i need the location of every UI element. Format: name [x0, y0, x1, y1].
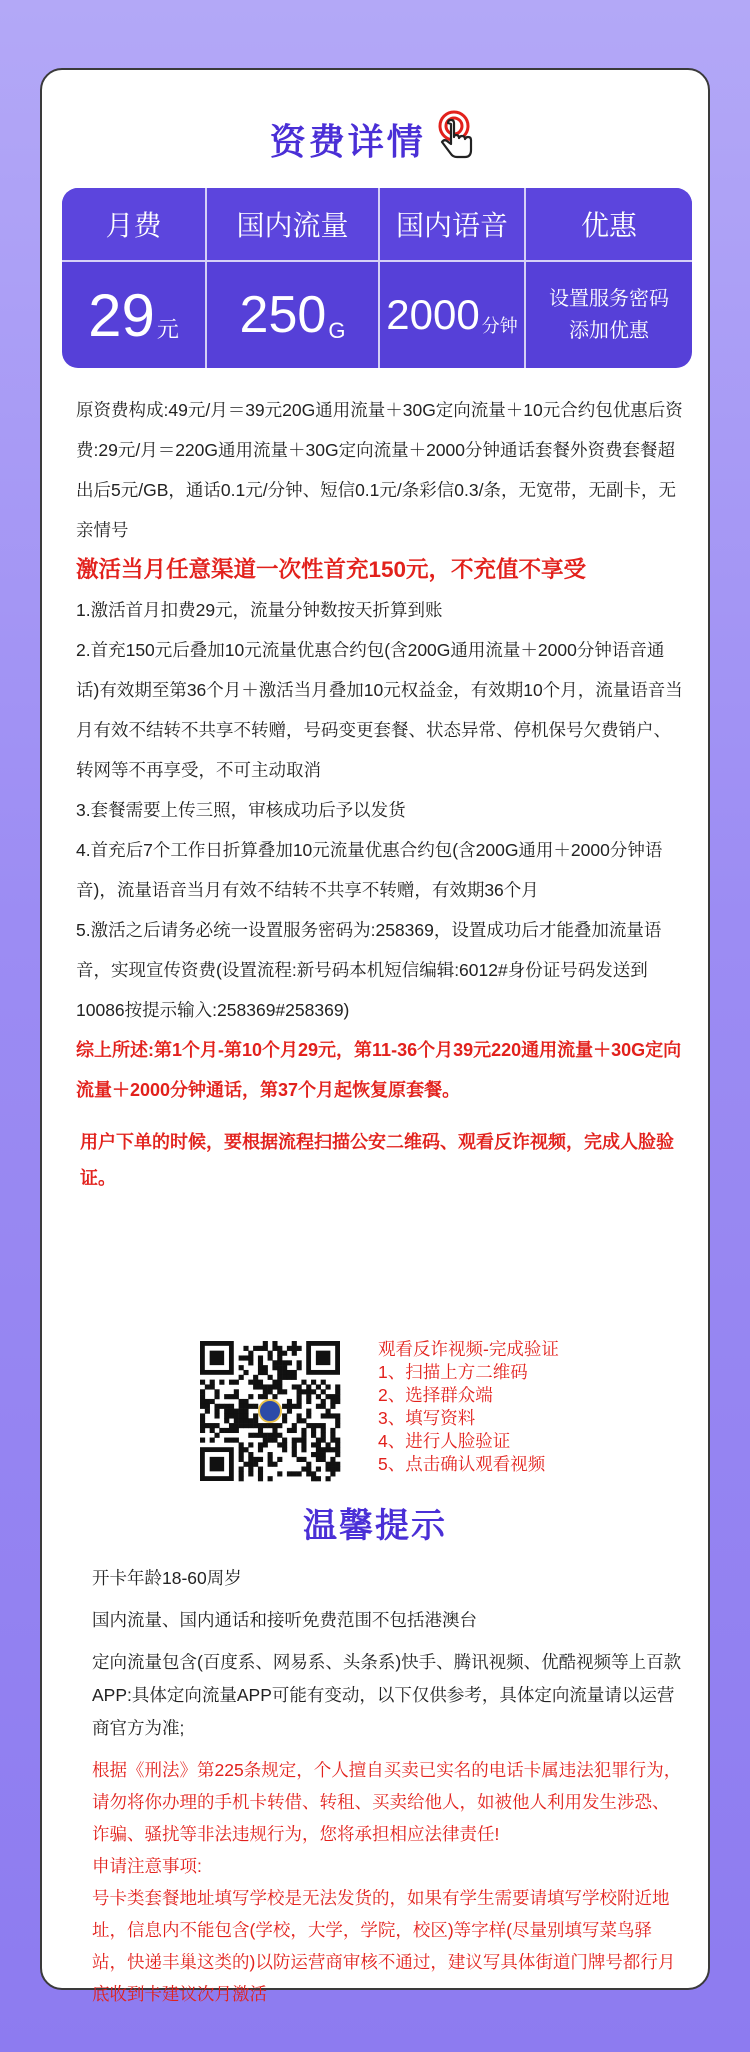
step-item: 5、点击确认观看视频: [378, 1454, 546, 1474]
voice-unit: 分钟: [481, 316, 518, 336]
verification-steps: [378, 1338, 638, 1476]
tip-coverage: 国内流量、国内通话和接听免费范围不包括港澳台: [92, 1610, 477, 1630]
qr-code[interactable]: [182, 1332, 358, 1490]
activation-notice: 激活当月任意渠道一次性首充150元，不充值不享受: [76, 557, 587, 582]
rule-2: 2.首充150元后叠加10元流量优惠合约包(含200G通用流量＋2000分钟语音通话)有效期至第36个月＋激活当月叠加10元权益金，有效期10个月，流量语音当月有效不结转不共享不转赠，号码变更套餐、状态异常、停机保号欠费销户、转网等不再享受，不可主动取消: [76, 640, 683, 780]
rule-4: 4.首充后7个工作日折算叠加10元流量优惠合约包(含200G通用＋2000分钟语音)，流量语音当月有效不结转不共享不转赠，有效期36个月: [76, 840, 663, 900]
tip-notes-title: 申请注意事项:: [92, 1856, 202, 1876]
step-item: 3、填写资料: [378, 1408, 476, 1428]
header-monthly-fee: 月费: [62, 188, 207, 262]
promo-cell: [526, 262, 692, 368]
verification-area: [182, 1332, 642, 1492]
monthly-fee-cell: [62, 262, 207, 368]
data-value: 250: [239, 286, 327, 344]
tips-title: 温馨提示: [303, 1507, 447, 1545]
header-domestic-voice: 国内语音: [380, 188, 526, 262]
step-item: 1、扫描上方二维码: [378, 1362, 528, 1382]
title-row: [42, 110, 708, 170]
tips-section: [92, 1562, 682, 2010]
page-title: 资费详情: [269, 121, 426, 162]
tip-legal: 根据《刑法》第225条规定，个人擅自买卖已实名的电话卡属违法犯罪行为，请勿将你办理的手机卡转借、转租、买卖给他人，如被他人利用发生涉恐、诈骗、骚扰等非法违规行为，您将承担相应法律责任!: [92, 1760, 682, 1844]
header-promo: 优惠: [526, 188, 692, 262]
data-cell: [207, 262, 380, 368]
order-notice: 用户下单的时候，要根据流程扫描公安二维码、观看反诈视频，完成人脸验证。: [80, 1132, 674, 1188]
rule-5: 5.激活之后请务必统一设置服务密码为:258369，设置成功后才能叠加流量语音，实现宣传资费(设置流程:新号码本机短信编辑:6012#身份证号码发送到10086按提示输入:258369#258369): [76, 920, 662, 1020]
tip-notes: 号卡类套餐地址填写学校是无法发货的，如果有学生需要请填写学校附近地址，信息内不能包含(学校，大学，学院，校区)等字样(尽量别填写菜鸟驿站，快递丰巢这类的)以防运营商审核不通过，建议写具体街道门牌号都行月底收到卡建议次月激活: [92, 1888, 676, 2004]
tip-directional: 定向流量包含(百度系、网易系、头条系)快手、腾讯视频、优酷视频等上百款APP:具体定向流量APP可能有变动，以下仅供参考，具体定向流量请以运营商官方为准;: [92, 1652, 682, 1738]
rule-1: 1.激活首月扣费29元，流量分钟数按天折算到账: [76, 600, 443, 620]
header-domestic-data: 国内流量: [207, 188, 380, 262]
details-section: [76, 390, 686, 1196]
step-item: 4、进行人脸验证: [378, 1431, 511, 1451]
tip-age: 开卡年龄18-60周岁: [92, 1568, 242, 1588]
data-unit: G: [328, 318, 346, 343]
summary: 综上所述:第1个月-第10个月29元，第11-36个月39元220通用流量＋30G定向流量＋2000分钟通话，第37个月起恢复原套餐。: [76, 1040, 682, 1100]
promo-line-1: 设置服务密码: [549, 288, 669, 310]
tariff-card: [40, 68, 710, 2004]
rule-3: 3.套餐需要上传三照，审核成功后予以发货: [76, 800, 406, 820]
monthly-fee-unit: 元: [156, 317, 179, 342]
voice-value: 2000: [386, 291, 480, 338]
steps-title: 观看反诈视频-完成验证: [378, 1339, 559, 1359]
step-item: 2、选择群众端: [378, 1385, 493, 1405]
voice-cell: [380, 262, 526, 368]
fee-table: [62, 188, 692, 368]
tariff-composition: 原资费构成:49元/月＝39元20G通用流量＋30G定向流量＋10元合约包优惠后资费:29元/月＝220G通用流量＋30G定向流量＋2000分钟通话套餐外资费套餐超出后5元/GB，通话0.1元/分钟、短信0.1元/条彩信0.3/条，无宽带，无副卡，无亲情号: [76, 400, 683, 540]
promo-line-2: 添加优惠: [569, 320, 649, 342]
monthly-fee-value: 29: [88, 281, 155, 349]
tap-hand-icon: [436, 110, 480, 169]
